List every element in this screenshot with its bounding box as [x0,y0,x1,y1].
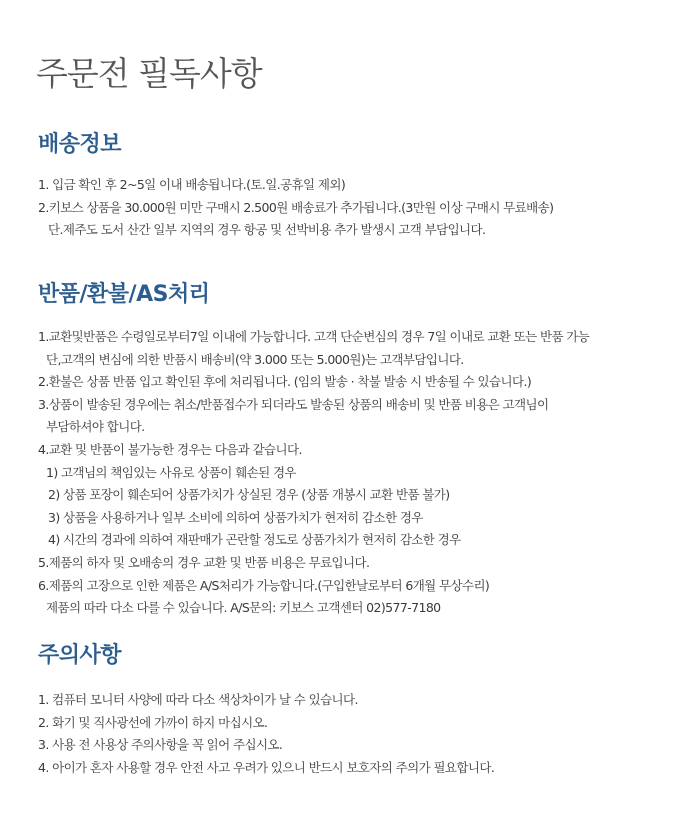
shipping-info-list [38,174,678,242]
list-item: 단.제주도 도서 산간 일부 지역의 경우 항공 및 선박비용 추가 발생시 고객 부담입니다. [48,222,486,238]
list-item: 1. 입금 확인 후 2~5일 이내 배송됩니다.(토.일.공휴일 제외) [38,177,346,192]
list-item: 2.환불은 상품 반품 입고 확인된 후에 처리됩니다. (임의 발송 · 착불 발송 시 반송될 수 있습니다.) [38,374,532,390]
list-item: 4. 아이가 혼자 사용할 경우 안전 사고 우려가 있으니 반드시 보호자의 주의가 필요합니다. [38,759,495,775]
list-item: 5.제품의 하자 및 오배송의 경우 교환 및 반품 비용은 무료입니다. [38,554,370,570]
list-item: 3) 상품을 사용하거나 일부 소비에 의하여 상품가치가 현저히 감소한 경우 [48,509,423,525]
list-item: 6.제품의 고장으로 인한 제품은 A/S처리가 가능합니다.(구입한날로부터 6개월 무상수리) [38,577,490,593]
returns-info-list [38,326,678,620]
list-item: 2. 화기 및 직사광선에 가까이 하지 마십시오. [38,714,268,730]
list-item: 1) 고객님의 책임있는 사유로 상품이 훼손된 경우 [46,464,296,480]
shipping-section-title: 배송정보 [38,132,122,157]
list-item: 1. 컴퓨터 모니터 사양에 따라 다소 색상차이가 날 수 있습니다. [38,692,358,707]
list-item: 4.교환 및 반품이 불가능한 경우는 다음과 같습니다. [38,441,302,457]
caution-section-title: 주의사항 [38,643,122,668]
page-title: 주문전 필독사항 [36,54,262,93]
list-item: 제품의 따라 다소 다를 수 있습니다. A/S문의: 키보스 고객센터 02)577-7180 [46,600,441,616]
list-item: 3. 사용 전 사용상 주의사항을 꼭 읽어 주십시오. [38,737,283,753]
list-item: 2) 상품 포장이 훼손되어 상품가치가 상실된 경우 (상품 개봉시 교환 반품 불가) [48,487,450,503]
list-item: 4) 시간의 경과에 의하여 재판매가 곤란할 정도로 상품가치가 현저히 감소한 경우 [48,532,461,548]
list-item: 단,고객의 변심에 의한 반품시 배송비(약 3.000 또는 5.000원)는 고객부담입니다. [46,351,464,367]
list-item: 1.교환및반품은 수령일로부터7일 이내에 가능합니다. 고객 단순변심의 경우 7일 이내로 교환 또는 반품 가능 [38,329,590,344]
returns-section-title: 반품/환불/AS처리 [38,282,210,307]
list-item: 부담하셔야 합니다. [46,419,145,435]
list-item: 2.키보스 상품을 30.000원 미만 구매시 2.500원 배송료가 추가됩니다.(3만원 이상 구매시 무료배송) [38,199,554,215]
list-item: 3.상품이 발송된 경우에는 취소/반품접수가 되더라도 발송된 상품의 배송비 및 반품 비용은 고객님이 [38,396,549,412]
caution-info-list [38,689,678,779]
